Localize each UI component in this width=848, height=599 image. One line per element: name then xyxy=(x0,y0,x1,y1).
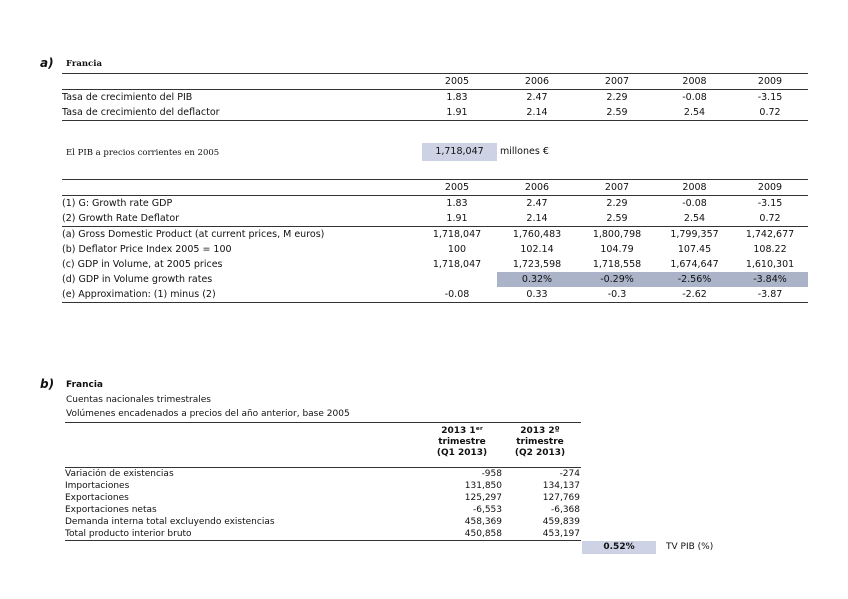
table-row xyxy=(62,227,808,243)
year-header: 2009 xyxy=(732,180,808,196)
row-label: Importaciones xyxy=(65,481,130,491)
year-header: 2006 xyxy=(497,180,577,196)
highlight-cell: -2.56% xyxy=(657,272,732,287)
year-header: 2009 xyxy=(732,74,808,90)
gdp-table xyxy=(62,179,808,303)
q2-header-line: 2013 2º xyxy=(520,426,560,436)
cell: -0.08 xyxy=(657,196,732,212)
table-row xyxy=(65,480,581,492)
row-label: Exportaciones xyxy=(65,493,129,503)
table-row xyxy=(62,90,808,106)
q1-header-line: (Q1 2013) xyxy=(436,448,488,458)
cell: 1.83 xyxy=(417,196,497,212)
cell: -274 xyxy=(503,468,581,481)
cell: 0.33 xyxy=(497,287,577,303)
cell: 2.59 xyxy=(577,105,657,121)
cell: -958 xyxy=(425,468,503,481)
section-b-label: b) xyxy=(40,377,55,391)
year-header: 2006 xyxy=(497,74,577,90)
cell: 1,718,047 xyxy=(432,259,482,270)
year-header: 2008 xyxy=(657,74,732,90)
cell: 2.54 xyxy=(657,105,732,121)
cell: 1,718,047 xyxy=(432,229,482,240)
row-label: (e) Approximation: (1) minus (2) xyxy=(62,287,417,303)
cell: 1.83 xyxy=(417,90,497,106)
table-row xyxy=(65,504,581,516)
cell: -0.3 xyxy=(577,287,657,303)
cell: 108.22 xyxy=(753,244,787,255)
cell: -0.08 xyxy=(417,287,497,303)
table-row xyxy=(65,468,581,481)
q2-header-line: (Q2 2013) xyxy=(514,448,566,458)
table-row xyxy=(65,528,581,541)
cell: 2.54 xyxy=(657,211,732,227)
cell: 2.47 xyxy=(497,90,577,106)
year-header: 2007 xyxy=(577,180,657,196)
table-row xyxy=(62,180,808,196)
quarterly-table xyxy=(65,467,581,541)
year-header: 2005 xyxy=(417,74,497,90)
cell: 459,839 xyxy=(542,517,580,527)
cell: 1,674,647 xyxy=(670,259,719,270)
row-label: Tasa de crecimiento del PIB xyxy=(62,90,417,106)
table-row xyxy=(65,516,581,528)
row-label: Exportaciones netas xyxy=(65,505,157,515)
cell: 102.14 xyxy=(520,244,554,255)
cell: 2.14 xyxy=(497,105,577,121)
cell: 104.79 xyxy=(600,244,634,255)
cell: 2.14 xyxy=(497,211,577,227)
highlight-cell: 0.32% xyxy=(497,272,577,287)
q2-header xyxy=(500,426,580,459)
cell: 1,610,301 xyxy=(745,259,795,270)
divider xyxy=(65,422,581,423)
section-b-title: Francia xyxy=(66,380,103,390)
q1-header-line: 2013 1ᵉʳ xyxy=(441,426,483,436)
table-row xyxy=(62,105,808,121)
gdp-growth-value: 0.52% xyxy=(582,541,656,554)
highlight-cell: -0.29% xyxy=(577,272,657,287)
section-b-subtitle-2: Volúmenes encadenados a precios del año anterior, base 2005 xyxy=(66,409,350,419)
table-row xyxy=(62,211,808,227)
pib-unit: millones € xyxy=(500,146,549,157)
row-label: Demanda interna total excluyendo existencias xyxy=(65,517,275,527)
section-b-subtitle-1: Cuentas nacionales trimestrales xyxy=(66,395,211,405)
cell: -2.62 xyxy=(657,287,732,303)
row-label: Total producto interior bruto xyxy=(65,528,425,541)
highlight-cell: -3.84% xyxy=(732,272,808,287)
cell: 2.29 xyxy=(577,196,657,212)
cell: 450,858 xyxy=(425,528,503,541)
cell: 0.72 xyxy=(732,105,808,121)
table-row xyxy=(62,257,808,272)
cell: -6,368 xyxy=(550,505,580,515)
row-label: (c) GDP in Volume, at 2005 prices xyxy=(62,259,223,270)
row-label: (a) Gross Domestic Product (at current prices, M euros) xyxy=(62,229,325,240)
year-header: 2005 xyxy=(417,180,497,196)
growth-table xyxy=(62,73,808,121)
pib-text: El PIB a precios corrientes en 2005 xyxy=(66,148,220,158)
cell: -3.87 xyxy=(732,287,808,303)
cell: 2.59 xyxy=(577,211,657,227)
table-row xyxy=(62,242,808,257)
pib-value: 1,718,047 xyxy=(422,143,497,161)
cell: 0.72 xyxy=(732,211,808,227)
table-row xyxy=(65,492,581,504)
cell: 2.47 xyxy=(497,196,577,212)
row-label: Tasa de crecimiento del deflactor xyxy=(62,105,417,121)
q2-header-line: trimestre xyxy=(516,437,564,447)
cell: 1,718,558 xyxy=(592,259,642,270)
year-header: 2008 xyxy=(657,180,732,196)
table-row xyxy=(62,272,808,287)
row-label: (b) Deflator Price Index 2005 = 100 xyxy=(62,244,232,255)
cell: 1.91 xyxy=(417,105,497,121)
cell: 134,137 xyxy=(542,481,580,491)
row-label: (2) Growth Rate Deflator xyxy=(62,211,417,227)
cell: -6,553 xyxy=(472,505,502,515)
cell: -3.15 xyxy=(732,196,808,212)
section-a-label: a) xyxy=(40,56,54,70)
row-label: Variación de existencias xyxy=(65,468,425,481)
cell: 1,723,598 xyxy=(512,259,562,270)
cell: 1,760,483 xyxy=(512,229,562,240)
row-label: (1) G: Growth rate GDP xyxy=(62,196,417,212)
cell: 100 xyxy=(447,244,467,255)
table-row xyxy=(62,74,808,90)
cell: 1,800,798 xyxy=(592,229,642,240)
year-header: 2007 xyxy=(577,74,657,90)
cell: 458,369 xyxy=(464,517,502,527)
table-row xyxy=(62,287,808,303)
cell: 453,197 xyxy=(503,528,581,541)
cell: 107.45 xyxy=(677,244,712,255)
cell: -0.08 xyxy=(657,90,732,106)
cell: 131,850 xyxy=(464,481,502,491)
cell xyxy=(417,272,497,287)
cell: 1,742,677 xyxy=(745,229,795,240)
q1-header xyxy=(422,426,502,459)
row-label: (d) GDP in Volume growth rates xyxy=(62,274,213,285)
cell: 125,297 xyxy=(464,493,502,503)
cell: 2.29 xyxy=(577,90,657,106)
q1-header-line: trimestre xyxy=(438,437,486,447)
cell: 127,769 xyxy=(542,493,580,503)
cell: 1,799,357 xyxy=(670,229,719,240)
cell: -3.15 xyxy=(732,90,808,106)
cell: 1.91 xyxy=(417,211,497,227)
section-a-title: Francia xyxy=(66,59,102,69)
gdp-growth-label: TV PIB (%) xyxy=(666,542,714,552)
table-row xyxy=(62,196,808,212)
